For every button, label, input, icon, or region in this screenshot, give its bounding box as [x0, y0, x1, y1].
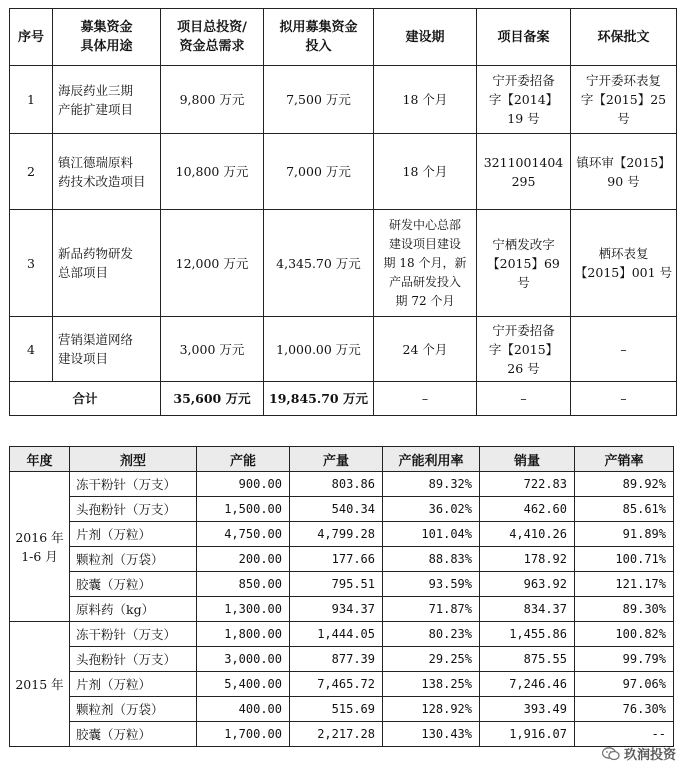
capacity-cell: 850.00 — [197, 572, 290, 597]
row-raise: 4,345.70 万元 — [264, 210, 374, 317]
sell-rate-cell: 97.06% — [575, 672, 674, 697]
header-raise: 拟用募集资金 投入 — [264, 9, 374, 66]
row-use: 新品药物研发 总部项目 — [53, 210, 161, 317]
row-raise: 7,500 万元 — [264, 66, 374, 134]
util-cell: 29.25% — [383, 647, 480, 672]
row-period: 18 个月 — [374, 134, 477, 210]
output-cell: 7,465.72 — [290, 672, 383, 697]
table1-total-row — [10, 382, 677, 416]
total-total: 35,600 万元 — [161, 382, 264, 416]
table1-header-row — [10, 9, 677, 66]
sales-cell: 722.83 — [480, 472, 575, 497]
type-cell: 冻干粉针（万支） — [70, 472, 197, 497]
type-cell: 胶囊（万粒） — [70, 722, 197, 747]
row-env: – — [571, 317, 677, 382]
header-sell-rate: 产销率 — [575, 447, 674, 472]
util-cell: 93.59% — [383, 572, 480, 597]
table-row — [10, 722, 674, 747]
row-no: 2 — [10, 134, 53, 210]
sales-cell: 462.60 — [480, 497, 575, 522]
table-row — [10, 522, 674, 547]
output-cell: 803.86 — [290, 472, 383, 497]
header-sales: 销量 — [480, 447, 575, 472]
year-cell: 2016 年 1-6 月 — [10, 472, 70, 622]
header-capacity: 产能 — [197, 447, 290, 472]
sell-rate-cell: 100.82% — [575, 622, 674, 647]
row-use: 镇江德瑞原料 药技术改造项目 — [53, 134, 161, 210]
capacity-cell: 5,400.00 — [197, 672, 290, 697]
util-cell: 101.04% — [383, 522, 480, 547]
row-period: 18 个月 — [374, 66, 477, 134]
row-env: 镇环审【2015】 90 号 — [571, 134, 677, 210]
output-cell: 877.39 — [290, 647, 383, 672]
util-cell: 130.43% — [383, 722, 480, 747]
sell-rate-cell: 100.71% — [575, 547, 674, 572]
header-filing: 项目备案 — [477, 9, 571, 66]
sales-cell: 1,916.07 — [480, 722, 575, 747]
sales-cell: 875.55 — [480, 647, 575, 672]
table-row — [10, 572, 674, 597]
table2-header-row — [10, 447, 674, 472]
type-cell: 头孢粉针（万支） — [70, 497, 197, 522]
sales-cell: 834.37 — [480, 597, 575, 622]
output-cell: 2,217.28 — [290, 722, 383, 747]
header-output: 产量 — [290, 447, 383, 472]
table-row — [10, 66, 677, 134]
capacity-cell: 1,700.00 — [197, 722, 290, 747]
header-use: 募集资金 具体用途 — [53, 9, 161, 66]
row-filing: 3211001404 295 — [477, 134, 571, 210]
row-no: 4 — [10, 317, 53, 382]
util-cell: 138.25% — [383, 672, 480, 697]
sell-rate-cell: -- — [575, 722, 674, 747]
type-cell: 颗粒剂（万袋） — [70, 697, 197, 722]
capacity-cell: 200.00 — [197, 547, 290, 572]
util-cell: 36.02% — [383, 497, 480, 522]
table-row — [10, 317, 677, 382]
sales-cell: 178.92 — [480, 547, 575, 572]
capacity-cell: 1,800.00 — [197, 622, 290, 647]
table-row — [10, 210, 677, 317]
sales-cell: 393.49 — [480, 697, 575, 722]
sell-rate-cell: 91.89% — [575, 522, 674, 547]
production-sales-table — [9, 446, 674, 747]
capacity-cell: 4,750.00 — [197, 522, 290, 547]
table-row — [10, 134, 677, 210]
sales-cell: 963.92 — [480, 572, 575, 597]
header-period: 建设期 — [374, 9, 477, 66]
table-row — [10, 647, 674, 672]
sell-rate-cell: 121.17% — [575, 572, 674, 597]
table-row — [10, 497, 674, 522]
capacity-cell: 1,300.00 — [197, 597, 290, 622]
type-cell: 冻干粉针（万支） — [70, 622, 197, 647]
row-env: 宁开委环表复 字【2015】25 号 — [571, 66, 677, 134]
util-cell: 128.92% — [383, 697, 480, 722]
sell-rate-cell: 85.61% — [575, 497, 674, 522]
row-env: 栖环表复 【2015】001 号 — [571, 210, 677, 317]
type-cell: 头孢粉针（万支） — [70, 647, 197, 672]
row-no: 1 — [10, 66, 53, 134]
row-filing: 宁栖发改字 【2015】69 号 — [477, 210, 571, 317]
sales-cell: 1,455.86 — [480, 622, 575, 647]
row-no: 3 — [10, 210, 53, 317]
row-total: 3,000 万元 — [161, 317, 264, 382]
table-row — [10, 597, 674, 622]
row-period: 24 个月 — [374, 317, 477, 382]
util-cell: 71.87% — [383, 597, 480, 622]
output-cell: 4,799.28 — [290, 522, 383, 547]
output-cell: 515.69 — [290, 697, 383, 722]
row-total: 12,000 万元 — [161, 210, 264, 317]
header-type: 剂型 — [70, 447, 197, 472]
sell-rate-cell: 89.30% — [575, 597, 674, 622]
row-raise: 7,000 万元 — [264, 134, 374, 210]
row-use: 营销渠道网络 建设项目 — [53, 317, 161, 382]
table-row — [10, 472, 674, 497]
type-cell: 胶囊（万粒） — [70, 572, 197, 597]
header-util: 产能利用率 — [383, 447, 480, 472]
capacity-cell: 400.00 — [197, 697, 290, 722]
total-filing: – — [477, 382, 571, 416]
capacity-cell: 3,000.00 — [197, 647, 290, 672]
row-filing: 宁开委招备 字【2014】 19 号 — [477, 66, 571, 134]
output-cell: 1,444.05 — [290, 622, 383, 647]
header-env: 环保批文 — [571, 9, 677, 66]
table-row — [10, 697, 674, 722]
row-use: 海辰药业三期 产能扩建项目 — [53, 66, 161, 134]
row-total: 9,800 万元 — [161, 66, 264, 134]
sales-cell: 4,410.26 — [480, 522, 575, 547]
wechat-icon — [602, 747, 620, 761]
row-filing: 宁开委招备 字【2015】 26 号 — [477, 317, 571, 382]
fundraising-projects-table — [9, 8, 677, 416]
total-label: 合计 — [10, 382, 161, 416]
header-year: 年度 — [10, 447, 70, 472]
output-cell: 540.34 — [290, 497, 383, 522]
total-raise: 19,845.70 万元 — [264, 382, 374, 416]
type-cell: 片剂（万粒） — [70, 522, 197, 547]
header-total: 项目总投资/ 资金总需求 — [161, 9, 264, 66]
sales-cell: 7,246.46 — [480, 672, 575, 697]
type-cell: 片剂（万粒） — [70, 672, 197, 697]
header-no: 序号 — [10, 9, 53, 66]
table-row — [10, 622, 674, 647]
util-cell: 80.23% — [383, 622, 480, 647]
year-cell: 2015 年 — [10, 622, 70, 747]
sell-rate-cell: 89.92% — [575, 472, 674, 497]
sell-rate-cell: 99.79% — [575, 647, 674, 672]
table-row — [10, 672, 674, 697]
watermark-text: 玖润投资 — [623, 748, 676, 763]
row-period: 研发中心总部 建设项目建设 期 18 个月，新 产品研发投入 期 72 个月 — [374, 210, 477, 317]
type-cell: 颗粒剂（万袋） — [70, 547, 197, 572]
util-cell: 89.32% — [383, 472, 480, 497]
capacity-cell: 900.00 — [197, 472, 290, 497]
watermark — [602, 744, 676, 763]
util-cell: 88.83% — [383, 547, 480, 572]
output-cell: 177.66 — [290, 547, 383, 572]
table-row — [10, 547, 674, 572]
output-cell: 934.37 — [290, 597, 383, 622]
output-cell: 795.51 — [290, 572, 383, 597]
row-total: 10,800 万元 — [161, 134, 264, 210]
type-cell: 原料药（kg） — [70, 597, 197, 622]
sell-rate-cell: 76.30% — [575, 697, 674, 722]
total-period: – — [374, 382, 477, 416]
row-raise: 1,000.00 万元 — [264, 317, 374, 382]
capacity-cell: 1,500.00 — [197, 497, 290, 522]
total-env: – — [571, 382, 677, 416]
